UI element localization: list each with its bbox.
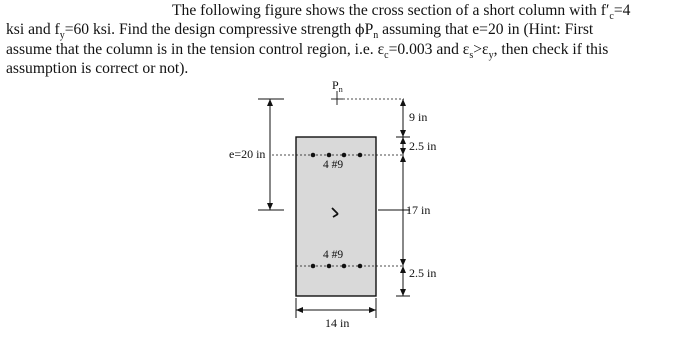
right-dimension-chain bbox=[378, 99, 410, 296]
bottom-rebar-1 bbox=[311, 264, 316, 269]
top-offset-label: 9 in bbox=[409, 110, 428, 124]
problem-line-4: assumption is correct or not). bbox=[6, 60, 189, 77]
top-bars-label: 4 #9 bbox=[323, 159, 344, 171]
top-rebar-2 bbox=[327, 153, 332, 158]
top-rebar-3 bbox=[342, 153, 347, 158]
bottom-rebar-2 bbox=[327, 264, 332, 269]
bottom-rebar-4 bbox=[358, 264, 363, 269]
width-label: 14 in bbox=[325, 316, 350, 330]
top-rebar-1 bbox=[311, 153, 316, 158]
width-dimension bbox=[296, 298, 376, 318]
eccentricity-label: e=20 in bbox=[229, 147, 266, 161]
problem-line-1: The following figure shows the cross section of a short column with $f'_c=4$ bbox=[172, 2, 631, 23]
problem-line-2: ksi and $f_y=60$ ksi. Find the design compressive strength $\phi P_n$ assuming that e=20 in (Hint: First bbox=[6, 21, 594, 42]
problem-line-3: assume that the column is in the tension control region, i.e. $\varepsilon_c=0.003$ and $\varepsilon_s>\varepsilon_y$, then check if this bbox=[6, 41, 609, 62]
top-rebar-4 bbox=[358, 153, 363, 158]
bottom-cover-label: 2.5 in bbox=[409, 266, 437, 280]
middle-depth-label: 17 in bbox=[406, 203, 431, 217]
load-label: $P_n$ bbox=[332, 78, 343, 94]
bottom-bars-label: 4 #9 bbox=[323, 249, 344, 261]
top-cover-label: 2.5 in bbox=[409, 139, 437, 153]
bottom-rebar-3 bbox=[342, 264, 347, 269]
